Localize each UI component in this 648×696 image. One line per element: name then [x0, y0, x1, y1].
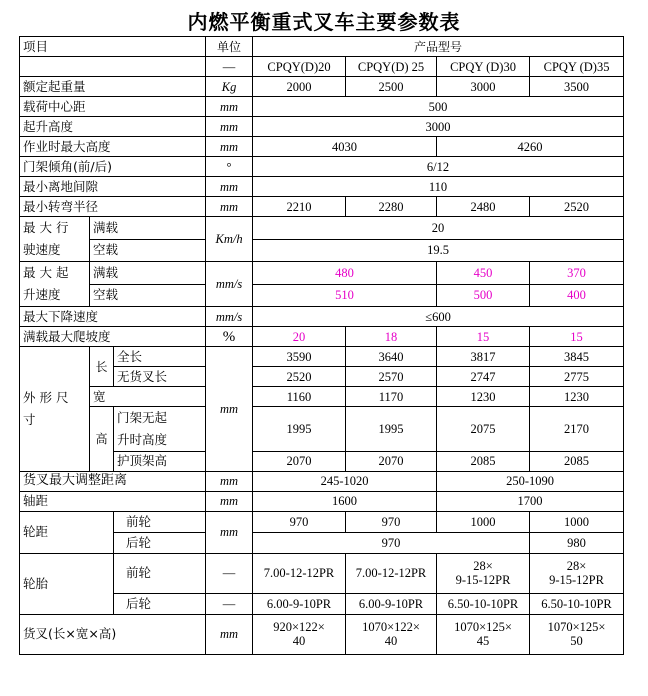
sub-label: 护顶架高 — [114, 451, 206, 471]
page-title: 内燃平衡重式叉车主要参数表 — [187, 10, 461, 34]
unit-cell: mm — [206, 97, 253, 117]
value-cell: 970 — [253, 511, 346, 532]
value-cell: 970 — [346, 511, 437, 532]
value-line: 920×122× — [273, 620, 325, 634]
value-cell — [530, 614, 624, 654]
row-label — [20, 347, 90, 472]
sub-label: 升时高度 — [114, 430, 206, 450]
unit-cell: — — [206, 593, 253, 614]
value-cell: 970 — [253, 532, 530, 553]
value-cell: 510 — [253, 284, 437, 307]
sub-label: 宽 — [90, 387, 206, 407]
value-cell — [253, 614, 346, 654]
table-row — [20, 614, 624, 654]
unit-cell: mm — [206, 511, 253, 553]
value-cell: 1230 — [437, 387, 530, 407]
model-cell: CPQY(D)20 — [253, 57, 346, 77]
table-row — [20, 284, 624, 307]
table-row — [20, 157, 624, 177]
header-row — [20, 37, 624, 57]
table-row — [20, 491, 624, 511]
unit-cell: mm — [206, 137, 253, 157]
value-cell: 500 — [253, 97, 624, 117]
table-row — [20, 511, 624, 532]
value-cell: 19.5 — [253, 239, 624, 262]
value-line: 28× — [566, 559, 587, 573]
value-cell: 3590 — [253, 347, 346, 367]
value-cell: 2520 — [253, 367, 346, 387]
unit-cell: Km/h — [206, 217, 253, 262]
value-cell: 1160 — [253, 387, 346, 407]
label-line: 升速度 — [23, 287, 61, 302]
table-row — [20, 553, 624, 593]
value-line: 9-15-12PR — [549, 573, 604, 587]
value-cell: 500 — [437, 284, 530, 307]
row-label — [20, 217, 90, 262]
value-cell: 2520 — [530, 197, 624, 217]
row-label: 载荷中心距 — [20, 97, 206, 117]
value-cell: 450 — [437, 262, 530, 285]
label-line: 最 大 行 — [23, 220, 69, 235]
model-cell: CPQY(D) 25 — [346, 57, 437, 77]
value-cell: 3000 — [437, 77, 530, 97]
table-row — [20, 137, 624, 157]
value-cell: 2210 — [253, 197, 346, 217]
value-cell: 2747 — [437, 367, 530, 387]
unit-cell: — — [206, 57, 253, 77]
value-cell: 4260 — [437, 137, 624, 157]
row-label: 最小离地间隙 — [20, 177, 206, 197]
header-unit: 单位 — [206, 37, 253, 57]
row-label: 门架倾角(前/后) — [20, 157, 206, 177]
row-label: 货叉最大调整距离 — [20, 471, 206, 491]
unit-cell: mm — [206, 117, 253, 137]
value-cell: 2170 — [530, 407, 624, 452]
value-cell: 980 — [530, 532, 624, 553]
value-cell — [346, 614, 437, 654]
value-cell: 3845 — [530, 347, 624, 367]
value-cell: 2500 — [346, 77, 437, 97]
value-cell: 1230 — [530, 387, 624, 407]
table-row — [20, 327, 624, 347]
value-cell — [437, 553, 530, 593]
value-line: 28× — [473, 559, 493, 573]
value-cell: 6.50-10-10PR — [530, 593, 624, 614]
table-row — [20, 239, 624, 262]
table-row — [20, 177, 624, 197]
unit-cell: mm — [206, 197, 253, 217]
value-cell — [530, 553, 624, 593]
table-row — [20, 387, 624, 407]
row-label: 货叉(长×宽×高) — [20, 614, 206, 654]
value-cell: 2075 — [437, 407, 530, 452]
sub-label: 满载 — [90, 217, 206, 240]
value-cell: 15 — [530, 327, 624, 347]
sub-group-label: 高 — [90, 407, 114, 472]
model-cell: CPQY (D)30 — [437, 57, 530, 77]
unit-cell: mm — [206, 491, 253, 511]
value-cell — [437, 614, 530, 654]
value-line: 40 — [292, 634, 306, 648]
value-cell: 1000 — [437, 511, 530, 532]
value-cell: 400 — [530, 284, 624, 307]
sub-label: 无货叉长 — [114, 367, 206, 387]
sub-label: 前轮 — [114, 553, 206, 593]
value-cell: 1000 — [530, 511, 624, 532]
value-cell: 1995 — [253, 407, 346, 452]
sub-label: 前轮 — [114, 511, 206, 532]
label-line: 最 大 起 — [23, 265, 69, 280]
value-cell: 250-1090 — [437, 471, 624, 491]
table-row — [20, 262, 624, 285]
table-row — [20, 197, 624, 217]
table-row — [20, 307, 624, 327]
table-row — [20, 347, 624, 367]
value-cell: 7.00-12-12PR — [253, 553, 346, 593]
value-cell: 2280 — [346, 197, 437, 217]
row-label: 最大下降速度 — [20, 307, 206, 327]
sub-label: 满载 — [90, 262, 206, 285]
value-line: 45 — [476, 634, 490, 648]
label-line: 外 形 尺 — [23, 389, 69, 405]
value-cell: ≤600 — [253, 307, 624, 327]
label-line: 驶速度 — [23, 242, 61, 257]
value-cell: 1995 — [346, 407, 437, 452]
value-cell: 18 — [346, 327, 437, 347]
value-cell: 20 — [253, 327, 346, 347]
table-row — [20, 77, 624, 97]
row-label: 轮距 — [20, 511, 114, 553]
value-cell: 6.00-9-10PR — [253, 593, 346, 614]
value-cell: 110 — [253, 177, 624, 197]
value-cell: 2085 — [530, 451, 624, 471]
row-label: 满载最大爬坡度 — [20, 327, 206, 347]
value-cell: 3817 — [437, 347, 530, 367]
value-line: 1070×122× — [362, 620, 420, 634]
value-cell: 15 — [437, 327, 530, 347]
value-cell: 2570 — [346, 367, 437, 387]
table-row — [20, 57, 624, 77]
unit-cell: % — [206, 327, 253, 347]
sub-label: 全长 — [114, 347, 206, 367]
value-cell: 480 — [253, 262, 437, 285]
header-model-group: 产品型号 — [253, 37, 624, 57]
sub-label: 空载 — [90, 239, 206, 262]
table-row — [20, 471, 624, 491]
unit-cell: mm — [206, 347, 253, 472]
row-label: 额定起重量 — [20, 77, 206, 97]
value-cell: 1170 — [346, 387, 437, 407]
sub-label: 空载 — [90, 284, 206, 307]
unit-cell: mm/s — [206, 307, 253, 327]
value-cell: 2085 — [437, 451, 530, 471]
value-cell: 4030 — [253, 137, 437, 157]
value-line: 9-15-12PR — [455, 573, 511, 587]
unit-cell: mm/s — [206, 262, 253, 307]
value-cell: 3000 — [253, 117, 624, 137]
unit-cell: mm — [206, 177, 253, 197]
value-cell: 2070 — [253, 451, 346, 471]
value-cell: 2775 — [530, 367, 624, 387]
header-item: 项目 — [20, 37, 206, 57]
value-cell: 2070 — [346, 451, 437, 471]
sub-label: 门架无起 — [114, 407, 206, 430]
row-label — [20, 57, 206, 77]
sub-label: 后轮 — [114, 593, 206, 614]
row-label: 轴距 — [20, 491, 206, 511]
sub-label: 后轮 — [114, 532, 206, 553]
value-cell: 1700 — [437, 491, 624, 511]
table-row — [20, 407, 624, 430]
parameter-table — [19, 36, 624, 655]
row-label — [20, 262, 90, 307]
table-row — [20, 97, 624, 117]
row-label: 起升高度 — [20, 117, 206, 137]
value-cell: 20 — [253, 217, 624, 240]
value-cell: 370 — [530, 262, 624, 285]
value-line: 40 — [384, 634, 398, 648]
row-label: 轮胎 — [20, 553, 114, 614]
value-line: 1070×125× — [547, 620, 606, 634]
sub-group-label: 长 — [90, 347, 114, 387]
value-cell: 6/12 — [253, 157, 624, 177]
value-cell: 3640 — [346, 347, 437, 367]
row-label: 最小转弯半径 — [20, 197, 206, 217]
value-cell: 2000 — [253, 77, 346, 97]
value-cell: 7.00-12-12PR — [346, 553, 437, 593]
unit-cell: mm — [206, 614, 253, 654]
value-line: 1070×125× — [454, 620, 512, 634]
model-cell: CPQY (D)35 — [530, 57, 624, 77]
table-row — [20, 217, 624, 240]
table-row — [20, 117, 624, 137]
unit-cell: mm — [206, 471, 253, 491]
value-cell: 1600 — [253, 491, 437, 511]
unit-cell: ° — [206, 157, 253, 177]
label-line: 寸 — [23, 411, 36, 427]
unit-cell: Kg — [206, 77, 253, 97]
value-line: 50 — [570, 634, 583, 648]
value-cell: 245-1020 — [253, 471, 437, 491]
row-label: 作业时最大高度 — [20, 137, 206, 157]
value-cell: 3500 — [530, 77, 624, 97]
value-cell: 6.50-10-10PR — [437, 593, 530, 614]
value-cell: 6.00-9-10PR — [346, 593, 437, 614]
unit-cell: — — [206, 553, 253, 593]
value-cell: 2480 — [437, 197, 530, 217]
